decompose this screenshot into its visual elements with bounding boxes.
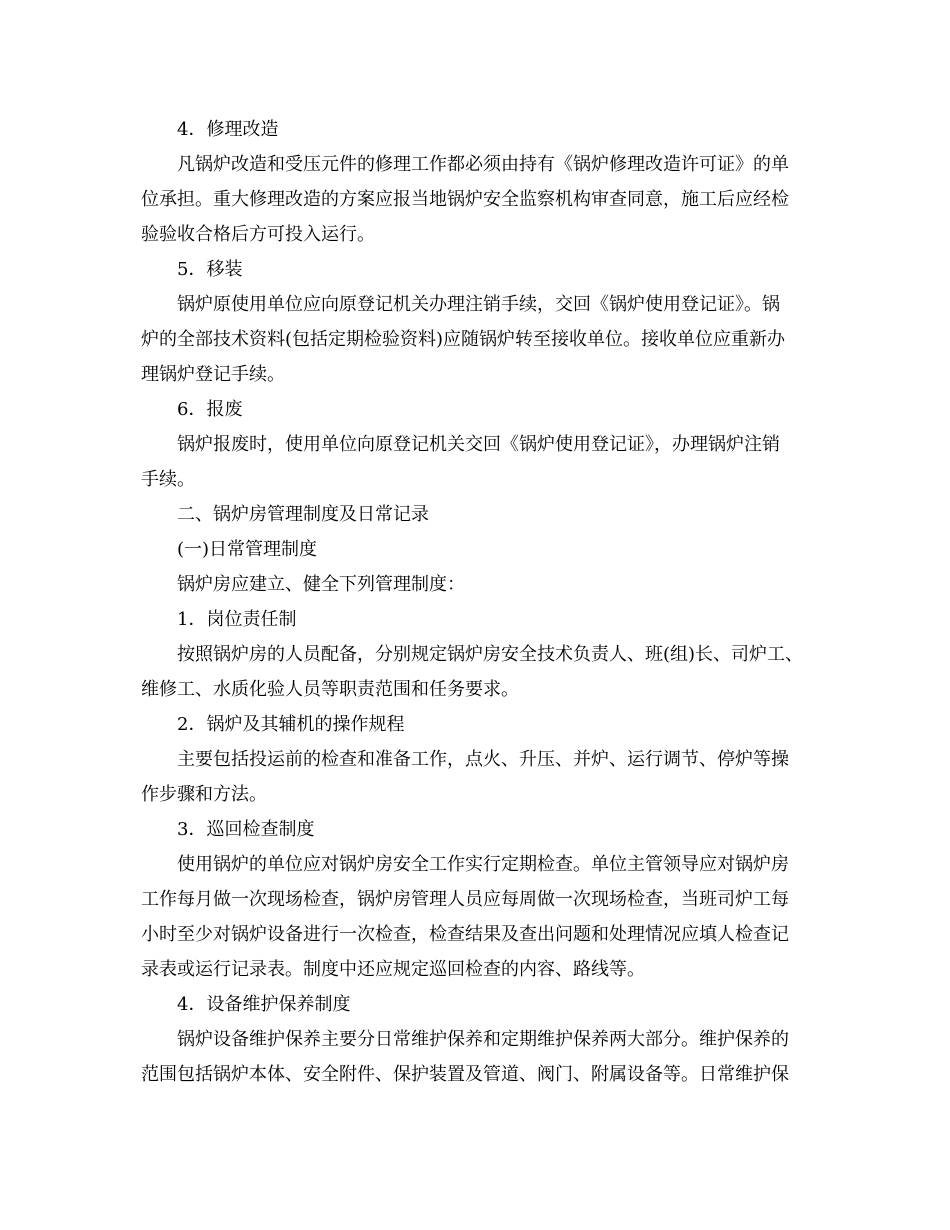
paragraph-line: 按照锅炉房的人员配备，分别规定锅炉房安全技术负责人、班(组)长、司炉工、	[177, 644, 804, 665]
paragraph-line: 锅炉报废时，使用单位向原登记机关交回《锅炉使用登记证》，办理锅炉注销	[177, 434, 780, 455]
heading-maintenance: 4．设备维护保养制度	[177, 994, 351, 1015]
heading-scrapping: 6．报废	[177, 399, 243, 420]
paragraph-line: 主要包括投运前的检查和准备工作，点火、升压、并炉、运行调节、停炉等操	[177, 749, 789, 770]
paragraph-line: 炉的全部技术资料(包括定期检验资料)应随锅炉转至接收单位。接收单位应重新办	[141, 329, 786, 350]
paragraph-line: 验验收合格后方可投入运行。	[141, 224, 375, 245]
paragraph-line: 凡锅炉改造和受压元件的修理工作都必须由持有《锅炉修理改造许可证》的单	[177, 154, 789, 175]
paragraph-line: 手续。	[141, 469, 195, 490]
heading-operating-procedures: 2．锅炉及其辅机的操作规程	[177, 714, 405, 735]
paragraph-line: 维修工、水质化验人员等职责范围和任务要求。	[141, 679, 519, 700]
paragraph-line: 使用锅炉的单位应对锅炉房安全工作实行定期检查。单位主管领导应对锅炉房	[177, 854, 789, 875]
section-heading: 二、锅炉房管理制度及日常记录	[177, 504, 429, 525]
paragraph-line: 工作每月做一次现场检查，锅炉房管理人员应每周做一次现场检查，当班司炉工每	[141, 889, 789, 910]
paragraph-line: 锅炉设备维护保养主要分日常维护保养和定期维护保养两大部分。维护保养的	[177, 1029, 789, 1050]
heading-job-responsibility: 1．岗位责任制	[177, 609, 297, 630]
paragraph-line: 锅炉原使用单位应向原登记机关办理注销手续，交回《锅炉使用登记证》。锅	[177, 294, 780, 315]
paragraph-line: 理锅炉登记手续。	[141, 364, 285, 385]
heading-patrol-inspection: 3．巡回检查制度	[177, 819, 315, 840]
paragraph-line: 录表或运行记录表。制度中还应规定巡回检查的内容、路线等。	[141, 959, 645, 980]
paragraph-line: 作步骤和方法。	[141, 784, 267, 805]
heading-repair-modification: 4．修理改造	[177, 119, 279, 140]
heading-relocation: 5．移装	[177, 259, 243, 280]
paragraph-line: 小时至少对锅炉设备进行一次检查，检查结果及查出问题和处理情况应填人检查记	[141, 924, 789, 945]
subsection-heading: (一)日常管理制度	[177, 539, 318, 560]
paragraph-line: 范围包括锅炉本体、安全附件、保护装置及管道、阀门、附属设备等。日常维护保	[141, 1064, 789, 1085]
paragraph-line: 锅炉房应建立、健全下列管理制度：	[177, 574, 465, 595]
paragraph-line: 位承担。重大修理改造的方案应报当地锅炉安全监察机构审查同意，施工后应经检	[141, 189, 789, 210]
